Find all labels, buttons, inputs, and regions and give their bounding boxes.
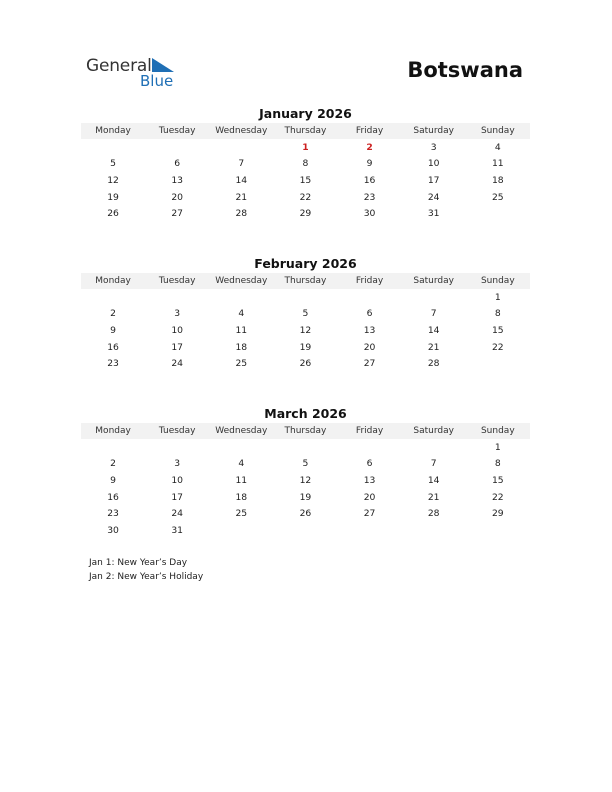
holiday-list — [89, 556, 203, 584]
day-cell: 6 — [366, 308, 373, 320]
day-cell: 18 — [235, 341, 248, 353]
day-cell: 5 — [302, 458, 309, 470]
day-cell: 13 — [363, 474, 376, 486]
day-cell: 9 — [110, 324, 116, 336]
logo-text-blue: Blue — [140, 72, 174, 90]
day-cell: 7 — [430, 308, 437, 320]
week-row — [81, 189, 530, 206]
day-cell: 16 — [363, 174, 376, 186]
day-cell: 17 — [171, 491, 184, 503]
day-cell: 16 — [107, 341, 119, 353]
day-cell: 7 — [430, 458, 437, 470]
weekday-header: Wednesday — [215, 126, 268, 136]
day-cell: 4 — [238, 458, 245, 470]
week-row — [81, 289, 530, 306]
day-cell: 28 — [235, 208, 248, 220]
day-cell: 21 — [235, 191, 248, 203]
day-cell: 25 — [491, 191, 504, 203]
month-title: January 2026 — [259, 106, 352, 121]
day-cell: 10 — [171, 324, 184, 336]
day-cell: 24 — [171, 508, 184, 520]
day-cell: 24 — [171, 358, 184, 370]
week-row — [81, 522, 530, 539]
day-cell: 11 — [235, 474, 248, 486]
day-cell: 28 — [427, 358, 440, 370]
day-cell: 29 — [299, 208, 312, 220]
day-cell: 30 — [107, 524, 119, 536]
day-cell: 21 — [427, 491, 440, 503]
day-cell: 3 — [174, 308, 181, 320]
day-cell: 21 — [427, 341, 440, 353]
week-row — [81, 156, 530, 173]
country-title: Botswana — [407, 58, 523, 82]
day-cell: 12 — [299, 474, 312, 486]
day-cell: 27 — [363, 508, 376, 520]
day-cell: 20 — [363, 491, 376, 503]
week-row — [81, 339, 530, 356]
day-cell: 2 — [110, 458, 116, 470]
day-cell: 13 — [363, 324, 376, 336]
day-cell: 31 — [427, 208, 440, 220]
day-cell: 16 — [107, 491, 119, 503]
weekday-header: Friday — [355, 426, 384, 436]
day-cell: 12 — [107, 174, 119, 186]
week-row — [81, 355, 530, 372]
day-cell: 19 — [107, 191, 119, 203]
weekday-header: Monday — [95, 426, 131, 436]
day-cell: 29 — [491, 508, 504, 520]
day-cell: 2 — [366, 141, 373, 153]
weekday-header: Monday — [95, 126, 131, 136]
day-cell: 31 — [171, 524, 184, 536]
week-row — [81, 489, 530, 506]
month-march — [81, 405, 530, 539]
month-january — [81, 105, 530, 222]
day-cell: 8 — [494, 458, 501, 470]
day-cell: 26 — [299, 358, 312, 370]
weekday-header: Wednesday — [215, 426, 268, 436]
day-cell: 22 — [299, 191, 312, 203]
day-cell: 18 — [491, 174, 504, 186]
weekday-header: Friday — [355, 276, 384, 286]
day-cell: 28 — [427, 508, 440, 520]
day-cell: 14 — [427, 324, 440, 336]
day-cell: 6 — [174, 158, 181, 170]
weekday-header: Saturday — [413, 126, 454, 136]
day-cell: 6 — [366, 458, 373, 470]
weekday-header: Friday — [355, 126, 384, 136]
day-cell: 23 — [363, 191, 376, 203]
weekday-header: Thursday — [284, 426, 327, 436]
weekday-header: Thursday — [284, 126, 327, 136]
weekday-header: Tuesday — [158, 426, 196, 436]
day-cell: 1 — [494, 441, 501, 453]
week-row — [81, 306, 530, 323]
day-cell: 11 — [235, 324, 248, 336]
day-cell: 15 — [491, 324, 504, 336]
weekday-header: Sunday — [480, 276, 515, 286]
weekday-header: Saturday — [413, 426, 454, 436]
generalblue-logo — [86, 56, 186, 92]
week-row — [81, 322, 530, 339]
day-cell: 27 — [363, 358, 376, 370]
day-cell: 12 — [299, 324, 312, 336]
day-cell: 5 — [302, 308, 309, 320]
weekday-header: Tuesday — [158, 276, 196, 286]
weekday-header: Monday — [95, 276, 131, 286]
day-cell: 9 — [366, 158, 373, 170]
weekday-header: Sunday — [480, 426, 515, 436]
day-cell: 13 — [171, 174, 184, 186]
day-cell: 10 — [171, 474, 184, 486]
month-title: February 2026 — [254, 256, 357, 271]
day-cell: 5 — [110, 158, 116, 170]
day-cell: 26 — [299, 508, 312, 520]
holiday-entry: Jan 2: New Year’s Holiday — [89, 572, 204, 582]
day-cell: 1 — [302, 141, 309, 153]
day-cell: 18 — [235, 491, 248, 503]
day-cell: 7 — [238, 158, 245, 170]
day-cell: 22 — [491, 341, 504, 353]
day-cell: 24 — [427, 191, 440, 203]
day-cell: 2 — [110, 308, 116, 320]
day-cell: 11 — [491, 158, 504, 170]
day-cell: 22 — [491, 491, 504, 503]
weekday-header: Tuesday — [158, 126, 196, 136]
week-row — [81, 505, 530, 522]
day-cell: 19 — [299, 491, 312, 503]
day-cell: 14 — [427, 474, 440, 486]
day-cell: 3 — [430, 141, 437, 153]
day-cell: 17 — [427, 174, 440, 186]
week-row — [81, 472, 530, 489]
week-row — [81, 456, 530, 473]
day-cell: 1 — [494, 291, 501, 303]
week-row — [81, 139, 530, 156]
day-cell: 14 — [235, 174, 248, 186]
day-cell: 25 — [235, 358, 248, 370]
month-february — [81, 255, 530, 372]
day-cell: 9 — [110, 474, 116, 486]
day-cell: 20 — [171, 191, 184, 203]
holiday-entry: Jan 1: New Year’s Day — [89, 558, 188, 568]
day-cell: 23 — [107, 508, 119, 520]
day-cell: 4 — [238, 308, 245, 320]
day-cell: 20 — [363, 341, 376, 353]
weekday-header: Saturday — [413, 276, 454, 286]
day-cell: 4 — [494, 141, 501, 153]
day-cell: 3 — [174, 458, 181, 470]
day-cell: 19 — [299, 341, 312, 353]
week-row — [81, 439, 530, 456]
week-row — [81, 205, 530, 222]
weekday-header-row — [81, 273, 530, 289]
day-cell: 10 — [427, 158, 440, 170]
day-cell: 17 — [171, 341, 184, 353]
week-row — [81, 172, 530, 189]
weekday-header: Sunday — [480, 126, 515, 136]
weekday-header-row — [81, 123, 530, 139]
day-cell: 23 — [107, 358, 119, 370]
day-cell: 15 — [491, 474, 504, 486]
weekday-header: Thursday — [284, 276, 327, 286]
month-title: March 2026 — [264, 406, 347, 421]
day-cell: 8 — [302, 158, 309, 170]
day-cell: 8 — [494, 308, 501, 320]
logo-text-general: General — [86, 56, 152, 76]
day-cell: 25 — [235, 508, 248, 520]
day-cell: 30 — [363, 208, 376, 220]
day-cell: 26 — [107, 208, 119, 220]
day-cell: 15 — [299, 174, 312, 186]
weekday-header-row — [81, 423, 530, 439]
weekday-header: Wednesday — [215, 276, 268, 286]
day-cell: 27 — [171, 208, 184, 220]
